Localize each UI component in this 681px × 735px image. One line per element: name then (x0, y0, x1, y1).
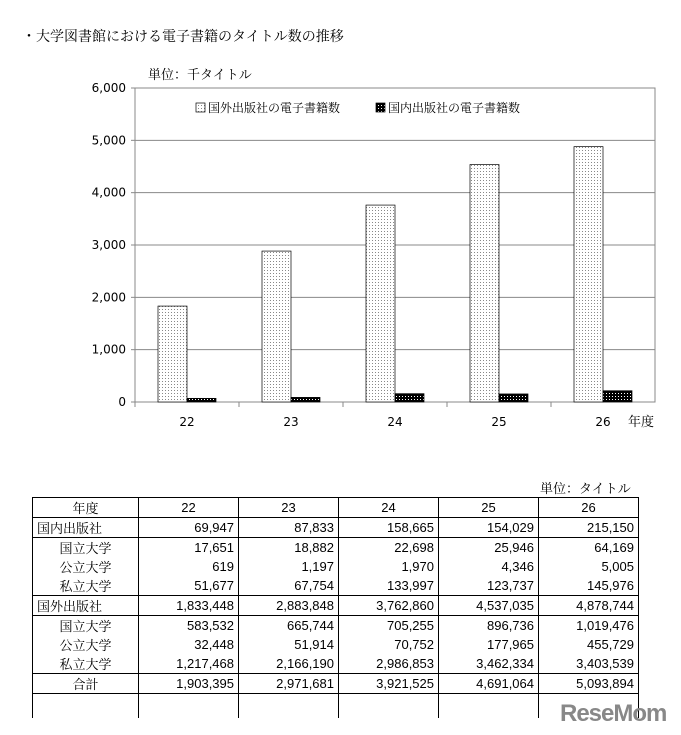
cell: 87,833 (239, 518, 339, 538)
legend-swatch-domestic (376, 103, 385, 112)
row-label: 公立大学 (33, 557, 139, 576)
cell: 215,150 (539, 518, 639, 538)
table-unit-label: 単位：タイトル (540, 482, 631, 497)
cell: 158,665 (339, 518, 439, 538)
cell: 1,903,395 (139, 674, 239, 694)
table-row (33, 576, 639, 596)
cell: 2,883,848 (239, 596, 339, 616)
bar-foreign-22 (158, 306, 187, 402)
cell: 177,965 (439, 635, 539, 654)
cell: 1,970 (339, 557, 439, 576)
x-tick-label: 25 (491, 415, 507, 429)
bar-foreign-26 (574, 147, 603, 402)
bar-foreign-23 (262, 251, 291, 402)
cell: 64,169 (539, 538, 639, 558)
cell: 51,914 (239, 635, 339, 654)
cell: 1,217,468 (139, 654, 239, 674)
cell: 18,882 (239, 538, 339, 558)
table-row (33, 596, 639, 616)
cell: 4,537,035 (439, 596, 539, 616)
cell: 896,736 (439, 616, 539, 636)
row-label: 国内出版社 (33, 518, 139, 538)
legend-label-foreign: 国外出版社の電子書籍数 (208, 101, 341, 115)
bar-domestic-24 (395, 394, 424, 402)
cell: 4,691,064 (439, 674, 539, 694)
cell: 69,947 (139, 518, 239, 538)
cell: 3,921,525 (339, 674, 439, 694)
table-row (33, 518, 639, 538)
cell: 4,878,744 (539, 596, 639, 616)
header-cell: 25 (439, 498, 539, 518)
header-cell: 26 (539, 498, 639, 518)
legend (196, 100, 520, 115)
cell: 1,019,476 (539, 616, 639, 636)
cell: 123,737 (439, 576, 539, 596)
cell: 3,462,334 (439, 654, 539, 674)
y-tick-label: 1,000 (91, 342, 126, 357)
cell: 70,752 (339, 635, 439, 654)
cell: 1,197 (239, 557, 339, 576)
cell: 2,971,681 (239, 674, 339, 694)
row-label: 公立大学 (33, 635, 139, 654)
table-row (33, 538, 639, 558)
row-label: 私立大学 (33, 576, 139, 596)
cell: 583,532 (139, 616, 239, 636)
chart-unit-label: 単位：千タイトル (148, 68, 252, 83)
page-title: ・大学図書館における電子書籍のタイトル数の推移 (22, 29, 344, 45)
bar-domestic-23 (291, 397, 320, 402)
bar-domestic-25 (499, 394, 528, 402)
header-cell: 24 (339, 498, 439, 518)
y-tick-label: 3,000 (91, 238, 126, 252)
bar-foreign-25 (470, 165, 499, 402)
cell: 22,698 (339, 538, 439, 558)
cell: 705,255 (339, 616, 439, 636)
y-tick-label: 6,000 (91, 81, 126, 95)
data-table (32, 497, 639, 718)
x-axis-label: 年度 (628, 415, 655, 430)
cell: 133,997 (339, 576, 439, 596)
cell: 145,976 (539, 576, 639, 596)
x-tick-label: 26 (595, 415, 611, 429)
cell: 154,029 (439, 518, 539, 538)
bar-foreign-24 (366, 205, 395, 402)
cell: 51,677 (139, 576, 239, 596)
cell: 455,729 (539, 635, 639, 654)
row-label: 合計 (33, 674, 139, 694)
cell: 665,744 (239, 616, 339, 636)
legend-swatch-foreign (196, 103, 205, 112)
x-tick-label: 22 (179, 415, 195, 429)
legend-label-domestic: 国内出版社の電子書籍数 (388, 101, 521, 115)
row-label: 国外出版社 (33, 596, 139, 616)
bar-domestic-26 (603, 391, 632, 402)
y-tick-label: 5,000 (91, 133, 126, 148)
bar-domestic-22 (187, 398, 216, 402)
table-row (33, 635, 639, 654)
cell: 17,651 (139, 538, 239, 558)
cell: 5,093,894 (539, 674, 639, 694)
table-header-row (33, 498, 639, 518)
x-tick-label: 24 (387, 415, 403, 429)
cell: 2,166,190 (239, 654, 339, 674)
x-tick-label: 23 (283, 415, 299, 429)
resemom-logo: ReseMom (560, 700, 667, 727)
table-row (33, 674, 639, 694)
table-row (33, 654, 639, 674)
y-tick-label: 0 (118, 395, 126, 409)
header-cell: 22 (139, 498, 239, 518)
row-label: 国立大学 (33, 538, 139, 558)
row-label: 私立大学 (33, 654, 139, 674)
header-cell: 23 (239, 498, 339, 518)
header-cell: 年度 (33, 498, 139, 518)
y-tick-label: 4,000 (91, 185, 126, 200)
cell: 2,986,853 (339, 654, 439, 674)
cell: 3,403,539 (539, 654, 639, 674)
cell: 5,005 (539, 557, 639, 576)
cell: 1,833,448 (139, 596, 239, 616)
table-row (33, 616, 639, 636)
y-tick-label: 2,000 (91, 290, 126, 305)
table-row (33, 557, 639, 576)
cell: 4,346 (439, 557, 539, 576)
row-label: 国立大学 (33, 616, 139, 636)
cell: 25,946 (439, 538, 539, 558)
cell: 32,448 (139, 635, 239, 654)
cell: 3,762,860 (339, 596, 439, 616)
cell: 67,754 (239, 576, 339, 596)
cell: 619 (139, 557, 239, 576)
